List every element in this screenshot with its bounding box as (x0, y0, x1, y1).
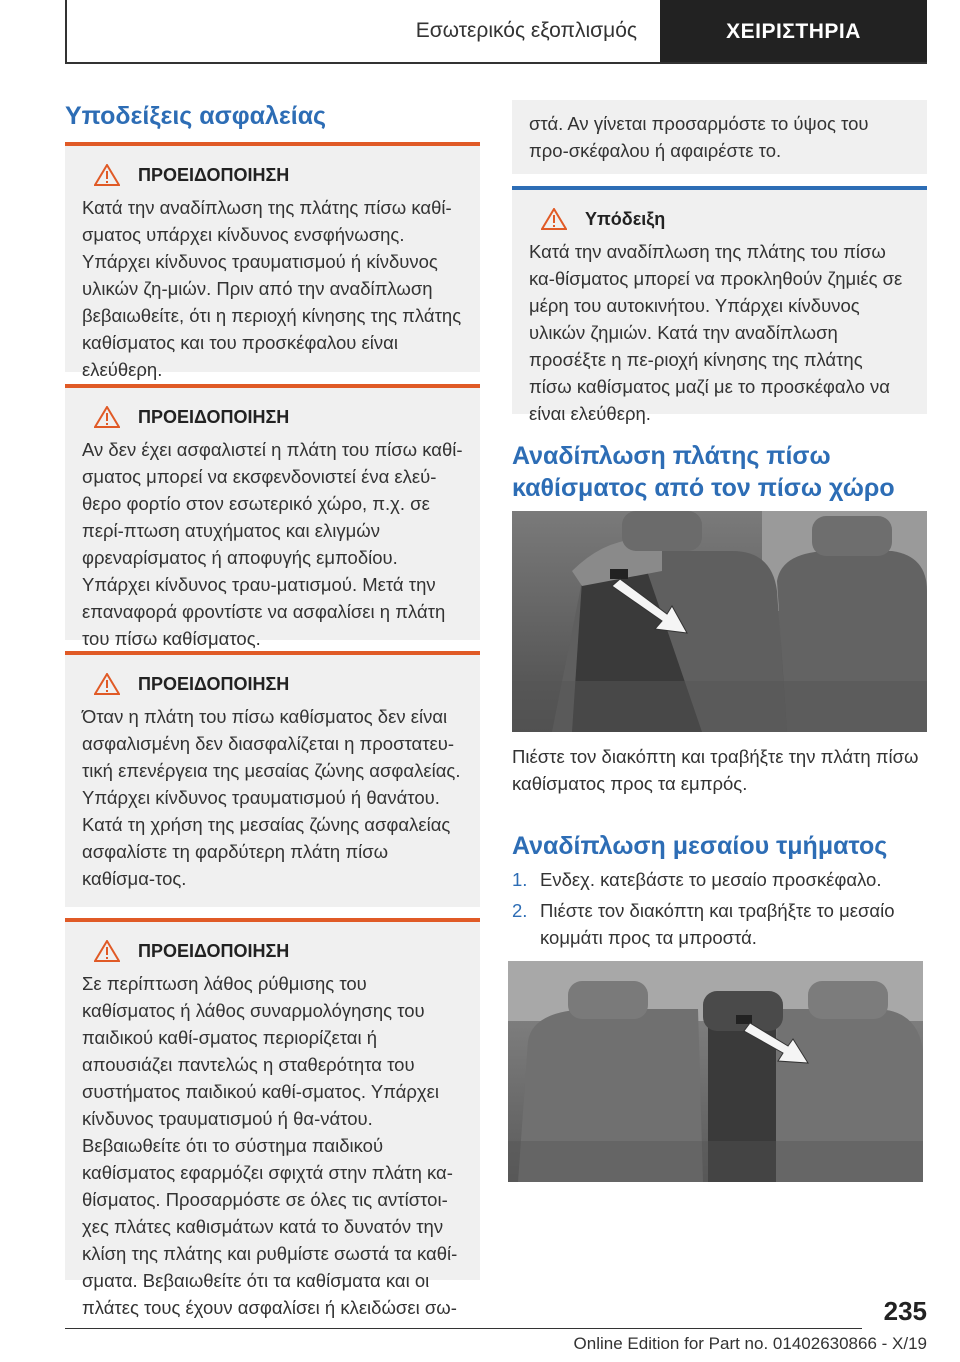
warning-box-3 (65, 651, 480, 907)
warning-title: ΠΡΟΕΙΔΟΠΟΙΗΣΗ (82, 673, 463, 695)
note-text: Κατά την αναδίπλωση της πλάτης του πίσω κα-θίσματος μπορεί να προκληθούν ζημιές σε μέρη του αυτοκινήτου. Υπάρχει κίνδυνος υλικών ζημιών. Κατά την αναδίπλωση προσέξτε η πε-ριοχή κίνησης της πλάτης πίσω καθίσματος μαζί με το προσκέφαλο να είναι ελεύθερη. (529, 241, 903, 424)
fold-backrest-text: Πιέστε τον διακόπτη και τραβήξτε την πλάτη πίσω καθίσματος προς τα εμπρός. (512, 746, 919, 794)
left-column (65, 100, 480, 132)
list-item: 2. Πιέστε τον διακόπτη και τραβήξτε το μεσαίο κομμάτι προς τα μπροστά. (512, 900, 895, 948)
fold-middle-heading: Αναδίπλωση μεσαίου τμήματος (512, 832, 888, 860)
warning-triangle-icon (94, 940, 120, 962)
warning-box-1 (65, 142, 480, 380)
steps-list (512, 866, 927, 951)
warning-triangle-icon (94, 406, 120, 428)
warning-text: Κατά την αναδίπλωση της πλάτης πίσω καθί-σματος υπάρχει κίνδυνος ενσφήνωσης. Υπάρχει κίνδυνος τραυματισμού ή κίνδυνος υλικών ζη-μιών. Πριν από την αναδίπλωση βεβαιωθείτε, ότι η περιοχή κίνησης της πλάτης καθίσματος και του προσκέφαλου είναι ελεύθερη. (82, 197, 462, 380)
note-box (512, 186, 927, 424)
edition-note: Online Edition for Part no. 01402630866 - X/19 (573, 1334, 927, 1353)
warning-triangle-icon (94, 673, 120, 695)
warning-text: Όταν η πλάτη του πίσω καθίσματος δεν είναι ασφαλισμένη δεν διασφαλίζεται η προστατευ-τική επενέργεια της μεσαίας ζώνης ασφαλείας. Υπάρχει κίνδυνος τραυματισμού ή θανάτου. Κατά τη χρήση της μεσαίας ζώνης ασφαλείας ασφαλίστε τη φαρδύτερη πλάτη πίσω καθίσμα-τος. (82, 706, 461, 889)
page-number: 235 (883, 1296, 927, 1326)
safety-heading: Υποδείξεις ασφαλείας (65, 102, 327, 130)
continuation-text: στά. Αν γίνεται προσαρμόστε το ύψος του προ-σκέφαλου ή αφαιρέστε το. (529, 113, 869, 161)
fold-backrest-section (512, 440, 927, 504)
warning-continuation (512, 100, 927, 174)
seat-backrest-image (512, 511, 927, 732)
warning-triangle-icon (541, 208, 567, 230)
list-item: 1. Ενδεχ. κατεβάστε το μεσαίο προσκέφαλο. (512, 869, 882, 890)
middle-section-image (508, 961, 923, 1182)
middle-section-illustration (508, 961, 923, 1182)
fold-backrest-heading: Αναδίπλωση πλάτης πίσω καθίσματος από τον πίσω χώρο (512, 442, 895, 502)
warning-title: ΠΡΟΕΙΔΟΠΟΙΗΣΗ (82, 940, 463, 962)
warning-title: ΠΡΟΕΙΔΟΠΟΙΗΣΗ (82, 406, 463, 428)
warning-text: Σε περίπτωση λάθος ρύθμισης του καθίσματος ή λάθος συναρμολόγησης του παιδικού καθί-σματος περιορίζεται ή απουσιάζει παντελώς η σταθερότητα του συστήματος παιδικού καθί-σματος. Υπάρχει κίνδυνος τραυματισμού ή θα-νάτου. Βεβαιωθείτε ότι το σύστημα παιδικού καθίσματος εφαρμόζει σφιχτά στην πλάτη κα-θίσματος. Προσαρμόστε σε όλες τις αντίστοι-χες πλάτες καθισμάτων κατά το δυνατόν την κλίση της πλάτης και ρυθμίστε σωστά τα καθί-σματα. Βεβαιωθείτε ότι τα καθίσματα και οι πλάτες τους έχουν ασφαλίσει ή κλειδώσει σω- (82, 973, 458, 1318)
header-tab[interactable]: ΧΕΙΡΙΣΤΗΡΙΑ (660, 0, 927, 64)
fold-middle-steps (512, 866, 927, 951)
fold-middle-section (512, 830, 927, 862)
warning-triangle-icon (94, 164, 120, 186)
header-section-title: Εσωτερικός εξοπλισμός (415, 19, 637, 42)
warning-box-4 (65, 918, 480, 1318)
warning-box-2 (65, 384, 480, 649)
seat-backrest-illustration (512, 511, 927, 732)
footer-rule (65, 1328, 862, 1329)
note-title: Υπόδειξη (529, 208, 910, 230)
warning-text: Αν δεν έχει ασφαλιστεί η πλάτη του πίσω καθί-σματος μπορεί να εκσφενδονιστεί ένα ελεύ-θερο φορτίο στον εσωτερικό χώρο, π.χ. σε περί-πτωση ατυχήματος και ελιγμών φρεναρίσματος ή αποφυγής εμποδίου. Υπάρχει κίνδυνος τραυ-ματισμού. Μετά την επαναφορά φροντίστε να ασφαλίσει η πλάτη του πίσω καθίσματος. (82, 439, 463, 649)
header-rule (65, 62, 927, 64)
warning-title: ΠΡΟΕΙΔΟΠΟΙΗΣΗ (82, 164, 463, 186)
